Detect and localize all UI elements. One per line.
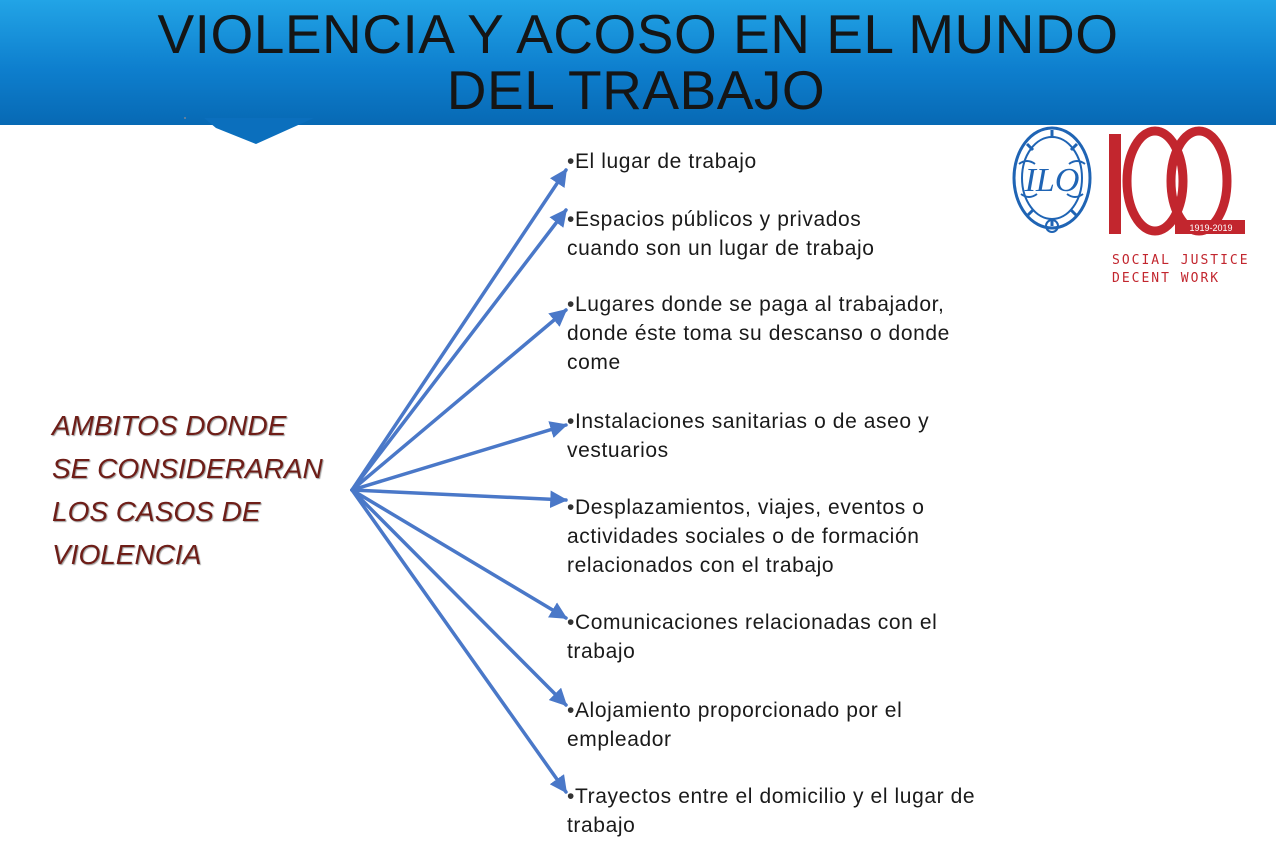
scope-label: AMBITOS DONDE SE CONSIDERARAN LOS CASOS DE VIOLENCIA: [52, 410, 323, 570]
scope-item-text: Desplazamientos, viajes, eventos o actividades sociales o de formación relacionados con el trabajo: [567, 496, 925, 577]
centenary-tagline: [1112, 252, 1250, 288]
scope-item: [567, 696, 1087, 754]
bullet-icon: •: [567, 496, 575, 519]
scope-item-text: Alojamiento proporcionado por el empleador: [567, 699, 903, 751]
svg-text:ILO: ILO: [1024, 162, 1080, 199]
bullet-icon: •: [567, 611, 575, 634]
tagline-decent-work: DECENT WORK: [1112, 271, 1221, 286]
ilo-logo-icon: [1007, 124, 1097, 240]
bullet-icon: •: [567, 410, 575, 433]
scope-item: [567, 782, 1087, 840]
title-line-2: DEL TRABAJO: [446, 59, 826, 121]
svg-text:1919-2019: 1919-2019: [1189, 223, 1233, 233]
scope-item-text: Trayectos entre el domicilio y el lugar de trabajo: [567, 785, 976, 837]
scope-item: [567, 290, 1087, 377]
arrow-icon: [352, 490, 566, 792]
bullet-icon: •: [567, 785, 575, 808]
title-line-1: VIOLENCIA Y ACOSO EN EL MUNDO: [157, 3, 1119, 65]
bullet-icon: •: [567, 150, 575, 173]
scope-item: [567, 493, 1087, 580]
arrow-icon: [352, 425, 566, 490]
arrow-icon: [352, 210, 566, 490]
scope-item-text: Comunicaciones relacionadas con el trabajo: [567, 611, 938, 663]
arrow-icon: [352, 310, 566, 490]
scope-item-text: Lugares donde se paga al trabajador, donde éste toma su descanso o donde come: [567, 293, 950, 374]
scope-item-text: Instalaciones sanitarias o de aseo y vestuarios: [567, 410, 930, 462]
arrow-icon: [352, 490, 566, 500]
scope-item: [567, 608, 1087, 666]
scope-item: [567, 407, 1087, 465]
arrow-icon: [352, 170, 566, 490]
scope-item-text: El lugar de trabajo: [574, 150, 757, 173]
scope-item-text: Espacios públicos y privados cuando son un lugar de trabajo: [567, 208, 875, 260]
bullet-icon: •: [567, 699, 575, 722]
tagline-social-justice: SOCIAL JUSTICE: [1112, 253, 1250, 268]
bullet-icon: •: [567, 293, 575, 316]
bullet-icon: •: [567, 208, 575, 231]
